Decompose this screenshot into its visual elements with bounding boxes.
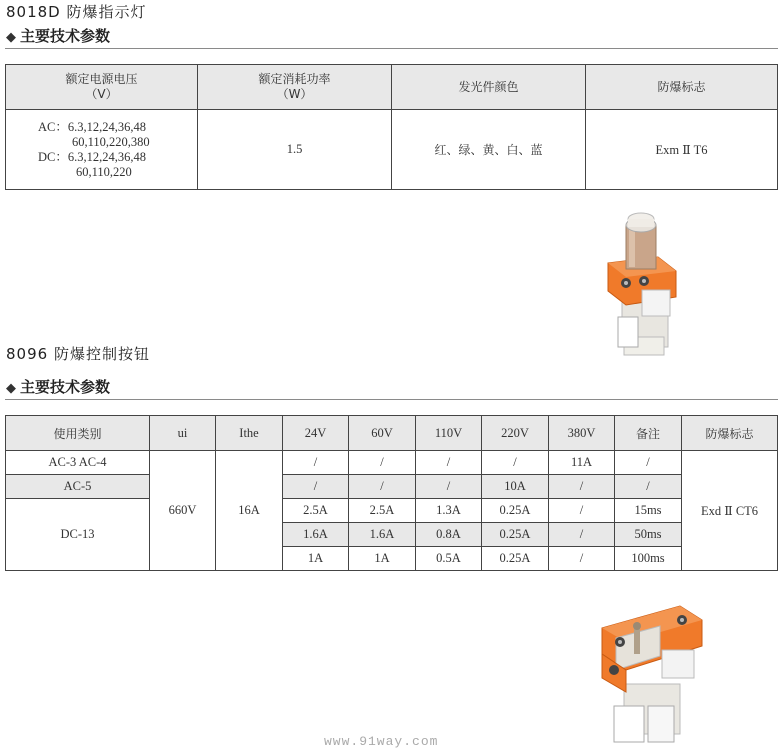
table-header-row [6, 416, 778, 451]
v380-cell: / [549, 523, 615, 547]
v380-cell: / [549, 499, 615, 523]
header-ex-mark: 防爆标志 [682, 416, 778, 451]
v380-cell: / [549, 475, 615, 499]
category-cell: DC-13 [6, 499, 150, 571]
header-ex-mark: 防爆标志 [586, 65, 778, 110]
section2-title: 8096 防爆控制按钮 [6, 345, 150, 363]
ithe-cell: 16A [216, 451, 283, 571]
control-button-image [588, 598, 708, 748]
v220-cell: 0.25A [482, 523, 549, 547]
header-220v: 220V [482, 416, 549, 451]
note-cell: 15ms [615, 499, 682, 523]
watermark-text: www.91way.com [324, 734, 439, 749]
section1-subtitle-text: 主要技术参数 [20, 27, 111, 45]
category-cell: AC-3 AC-4 [6, 451, 150, 475]
note-cell: 50ms [615, 523, 682, 547]
ex-mark-cell: Exm Ⅱ T6 [586, 110, 778, 190]
v110-cell: / [416, 475, 482, 499]
button-spec-table [5, 415, 778, 571]
table-row [6, 110, 778, 190]
v24-cell: / [283, 451, 349, 475]
divider [5, 399, 778, 400]
voltage-cell: AC：6.3,12,24,36,48 60,110,220,380 DC：6.3,12,24,36,48 60,110,220 [6, 110, 198, 190]
divider [5, 48, 778, 49]
lamp-spec-table [5, 64, 778, 190]
v60-cell: 2.5A [349, 499, 416, 523]
table-row [6, 499, 778, 523]
ex-mark-cell: Exd Ⅱ CT6 [682, 451, 778, 571]
header-power: 额定消耗功率 （W） [198, 65, 392, 110]
v60-cell: 1A [349, 547, 416, 571]
table-row [6, 475, 778, 499]
section2-subtitle-text: 主要技术参数 [20, 378, 111, 396]
header-color: 发光件颜色 [392, 65, 586, 110]
power-cell: 1.5 [198, 110, 392, 190]
header-24v: 24V [283, 416, 349, 451]
v24-cell: 1.6A [283, 523, 349, 547]
color-cell: 红、绿、黄、白、蓝 [392, 110, 586, 190]
v110-cell: 0.8A [416, 523, 482, 547]
note-cell: / [615, 451, 682, 475]
header-ithe: Ithe [216, 416, 283, 451]
section1-subtitle [6, 25, 110, 46]
section1-title: 8018D 防爆指示灯 [6, 3, 147, 21]
diamond-icon: ◆ [6, 381, 16, 396]
v220-cell: / [482, 451, 549, 475]
v110-cell: 1.3A [416, 499, 482, 523]
header-380v: 380V [549, 416, 615, 451]
v110-cell: / [416, 451, 482, 475]
v60-cell: 1.6A [349, 523, 416, 547]
category-cell: AC-5 [6, 475, 150, 499]
note-cell: 100ms [615, 547, 682, 571]
v380-cell: 11A [549, 451, 615, 475]
diamond-icon: ◆ [6, 30, 16, 45]
v60-cell: / [349, 475, 416, 499]
table-header-row [6, 65, 778, 110]
header-60v: 60V [349, 416, 416, 451]
section2-subtitle [6, 376, 110, 397]
header-category: 使用类别 [6, 416, 150, 451]
table-row [6, 451, 778, 475]
header-voltage: 额定电源电压 （V） [6, 65, 198, 110]
v24-cell: 2.5A [283, 499, 349, 523]
header-110v: 110V [416, 416, 482, 451]
ui-cell: 660V [150, 451, 216, 571]
note-cell: / [615, 475, 682, 499]
v220-cell: 0.25A [482, 547, 549, 571]
indicator-lamp-image [580, 205, 690, 360]
v110-cell: 0.5A [416, 547, 482, 571]
v24-cell: / [283, 475, 349, 499]
v220-cell: 0.25A [482, 499, 549, 523]
v60-cell: / [349, 451, 416, 475]
v24-cell: 1A [283, 547, 349, 571]
header-note: 备注 [615, 416, 682, 451]
v380-cell: / [549, 547, 615, 571]
header-ui: ui [150, 416, 216, 451]
v220-cell: 10A [482, 475, 549, 499]
